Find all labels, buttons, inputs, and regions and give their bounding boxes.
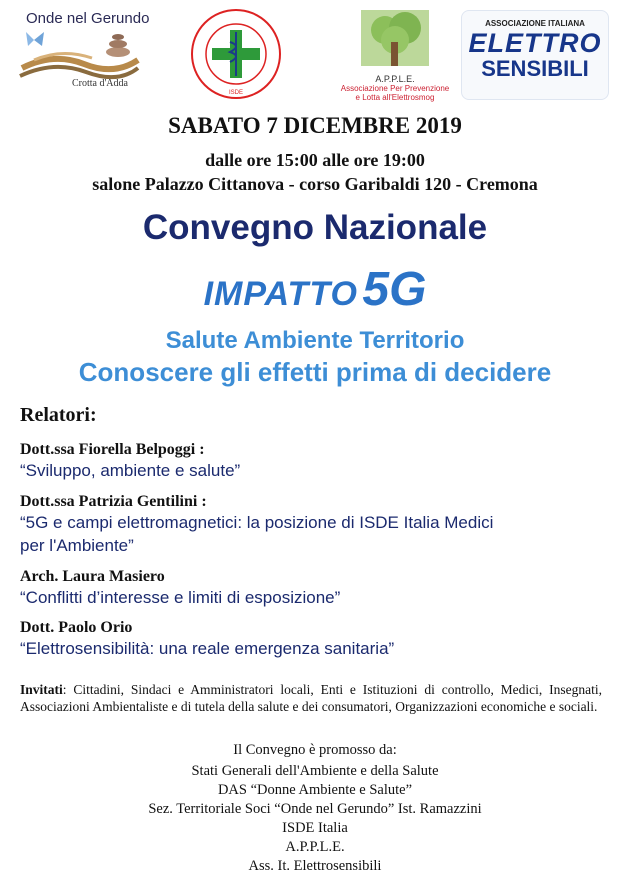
promoter-item: Ass. It. Elettrosensibili: [248, 858, 382, 874]
event-headline: [0, 262, 630, 317]
elettro-line1: ELETTRO: [468, 28, 602, 58]
isde-logo: [190, 8, 282, 100]
event-subtitle-2: Conoscere gli effetti prima di decidere: [78, 357, 552, 387]
headline-word-5g: 5G: [362, 263, 427, 316]
speakers-heading: Relatori:: [20, 404, 97, 426]
speaker-talk: “Sviluppo, ambiente e salute”: [20, 461, 241, 480]
event-place: salone Palazzo Cittanova - corso Garibaldi 120 - Cremona: [92, 174, 538, 194]
elettro-top-line: ASSOCIAZIONE ITALIANA: [485, 19, 585, 28]
speaker-name: Dott. Paolo Orio: [20, 619, 133, 636]
event-title: Convegno Nazionale: [142, 208, 488, 247]
promoter-item: Stati Generali dell'Ambiente e della Salute: [191, 763, 439, 779]
apple-line2: e Lotta all'Elettrosmog: [355, 93, 435, 102]
promoter-item: DAS “Donne Ambiente e Salute”: [217, 782, 413, 798]
apple-line1: Associazione Per Prevenzione: [340, 84, 450, 93]
apple-logo: [325, 6, 465, 102]
promoter-item: A.P.P.L.E.: [285, 839, 345, 855]
onde-logo-place: Crotta d'Adda: [72, 78, 128, 89]
event-date: SABATO 7 DICEMBRE 2019: [168, 113, 462, 138]
promoter-item: Sez. Territoriale Soci “Onde nel Gerundo” Ist. Ramazzini: [148, 801, 482, 817]
isde-emblem-icon: [190, 8, 282, 100]
speaker-talk: “5G e campi elettromagnetici: la posizione di ISDE Italia Medici: [20, 513, 494, 532]
event-subtitle-1: Salute Ambiente Territorio: [165, 327, 465, 354]
logo-bar: [0, 6, 630, 102]
promoters-heading: Il Convegno è promosso da:: [233, 742, 397, 758]
promoter-item: ISDE Italia: [282, 820, 348, 836]
onde-logo-title: Onde nel Gerundo: [26, 10, 150, 27]
speaker-name: Dott.ssa Patrizia Gentilini :: [20, 493, 207, 510]
elettrosensibili-logo: [461, 10, 609, 100]
invited-label: Invitati: [20, 682, 63, 697]
speaker-talk: “Conflitti d’interesse e limiti di esposizione”: [20, 588, 341, 607]
invited-text: : Cittadini, Sindaci e Amministratori locali, Enti e Istituzioni di controllo, Medici, Insegnati, Associazioni Ambientaliste e di tutela della salute e dei consumatori, Organizzazioni economiche e sociali.: [20, 682, 602, 714]
apple-name: A.P.P.L.E.: [375, 74, 415, 84]
butterfly-waves-icon: [14, 30, 140, 84]
isde-abbr: ISDE: [228, 90, 244, 96]
invited-paragraph: [20, 681, 602, 715]
event-time: dalle ore 15:00 alle ore 19:00: [205, 150, 425, 170]
speaker-name: Arch. Laura Masiero: [20, 568, 165, 585]
speaker-name: Dott.ssa Fiorella Belpoggi :: [20, 441, 205, 458]
elettro-line2: SENSIBILI: [481, 56, 589, 81]
onde-nel-gerundo-logo: [14, 6, 150, 98]
speaker-talk: “Elettrosensibilità: una reale emergenza sanitaria”: [20, 639, 395, 658]
headline-word-impatto: IMPATTO: [203, 275, 358, 313]
speaker-talk-continued: per l'Ambiente”: [20, 536, 134, 555]
tree-icon: [325, 6, 465, 72]
